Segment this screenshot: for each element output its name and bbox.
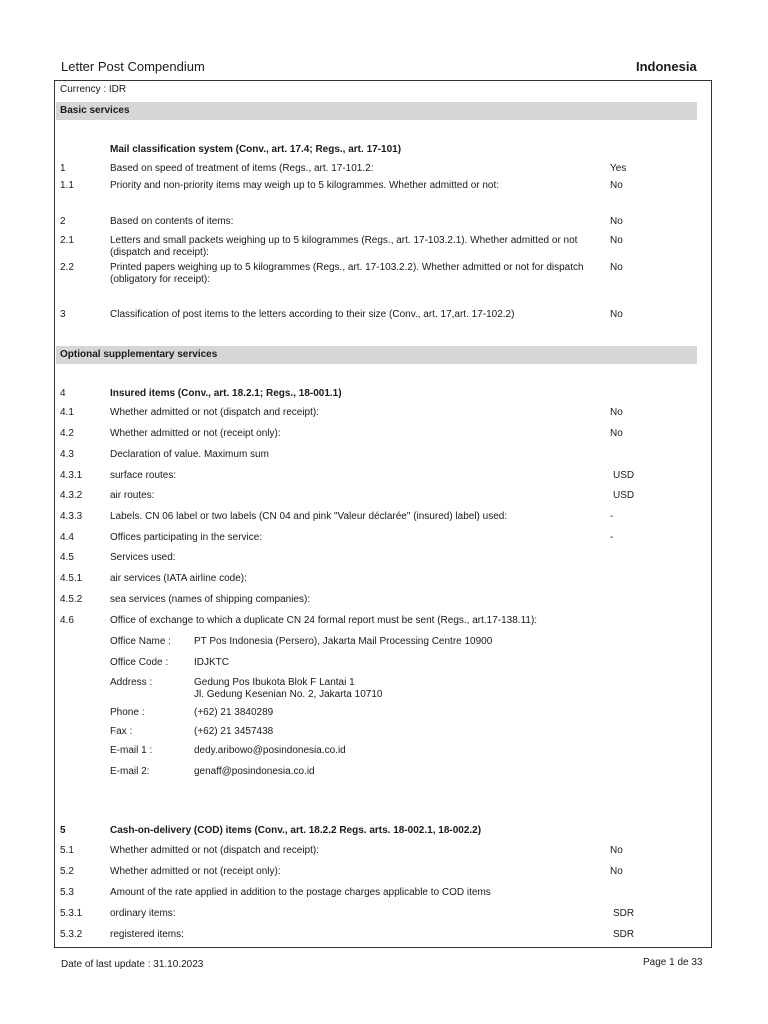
main-row-number: 2.1 xyxy=(60,235,74,246)
main-row-label: Offices participating in the service: xyxy=(110,532,263,543)
main-row-value: USD xyxy=(613,470,635,481)
main-row-label: Declaration of value. Maximum sum xyxy=(110,449,269,460)
cod-row-number: 5.3.2 xyxy=(60,929,83,940)
cod-row-label: Whether admitted or not (dispatch and receipt): xyxy=(110,845,319,856)
currency-label: Currency : IDR xyxy=(60,84,127,95)
address-label: Address : xyxy=(110,677,153,688)
cod-row-label: Cash-on-delivery (COD) items (Conv., art. 18.2.2 Regs. arts. 18-002.1, 18-002.2) xyxy=(110,825,482,836)
cod-row-number: 5.2 xyxy=(60,866,74,877)
main-row-label: Based on contents of items: xyxy=(110,216,234,227)
cod-row-label: Amount of the rate applied in addition to the postage charges applicable to COD items xyxy=(110,887,491,898)
main-row-number: 1 xyxy=(60,163,66,174)
address-line-1: Gedung Pos Ibukota Blok F Lantai 1 xyxy=(194,677,355,688)
office-name-value: PT Pos Indonesia (Persero), Jakarta Mail Processing Centre 10900 xyxy=(194,636,493,647)
page-number: Page 1 de 33 xyxy=(643,957,703,968)
last-update: Date of last update : 31.10.2023 xyxy=(61,959,204,970)
main-row-number: 4.5 xyxy=(60,552,74,563)
section-title-optional: Optional supplementary services xyxy=(60,349,218,360)
email-1-label: E-mail 1 : xyxy=(110,745,153,756)
main-row-label: Based on speed of treatment of items (Regs., art. 17-101.2: xyxy=(110,163,374,174)
main-row-value: No xyxy=(610,216,623,227)
main-row-number: 4.6 xyxy=(60,615,74,626)
main-row-number: 4.3.3 xyxy=(60,511,83,522)
main-row-value: - xyxy=(610,511,614,522)
main-row-label: Letters and small packets weighing up to 5 kilogrammes (Regs., art. 17-103.2.1). Whether admitted or not (dispatch and receipt): xyxy=(110,235,578,258)
phone-value: (+62) 21 3840289 xyxy=(194,707,274,718)
main-row-label: Office of exchange to which a duplicate CN 24 formal report must be sent (Regs., art.17-138.11): xyxy=(110,615,538,626)
main-row-number: 4.1 xyxy=(60,407,74,418)
address-line-2: Jl. Gedung Kesenian No. 2, Jakarta 10710 xyxy=(194,689,383,700)
main-row-value: No xyxy=(610,407,623,418)
email-2-label: E-mail 2: xyxy=(110,766,150,777)
main-row-label: Labels. CN 06 label or two labels (CN 04 and pink "Valeur déclarée" (insured) label) used: xyxy=(110,511,508,522)
main-row-value: No xyxy=(610,309,623,320)
main-row-label: Whether admitted or not (receipt only): xyxy=(110,428,281,439)
main-row-value: No xyxy=(610,262,623,273)
cod-row-number: 5.3 xyxy=(60,887,74,898)
main-row-value: No xyxy=(610,180,623,191)
phone-label: Phone : xyxy=(110,707,145,718)
cod-row-number: 5.3.1 xyxy=(60,908,83,919)
cod-row-label: Whether admitted or not (receipt only): xyxy=(110,866,281,877)
main-row-label: Priority and non-priority items may weigh up to 5 kilogrammes. Whether admitted or not: xyxy=(110,180,500,191)
main-row-value: - xyxy=(610,532,614,543)
main-row-value: No xyxy=(610,235,623,246)
section-band-basic xyxy=(56,102,697,120)
main-row-label: Services used: xyxy=(110,552,176,563)
main-row-label: Insured items (Conv., art. 18.2.1; Regs., 18-001.1) xyxy=(110,388,342,399)
main-row-value: No xyxy=(610,428,623,439)
email-1-link[interactable]: dedy.aribowo@posindonesia.co.id xyxy=(194,745,346,756)
main-row-label: sea services (names of shipping companies): xyxy=(110,594,311,605)
main-row-number: 4.5.2 xyxy=(60,594,83,605)
email-2-link[interactable]: genaff@posindonesia.co.id xyxy=(194,766,315,777)
main-row-label: air services (IATA airline code): xyxy=(110,573,247,584)
office-code-value: IDJKTC xyxy=(194,657,229,668)
cod-row-number: 5.1 xyxy=(60,845,74,856)
main-row-number: 2.2 xyxy=(60,262,74,273)
main-row-number: 2 xyxy=(60,216,66,227)
main-row-value: Yes xyxy=(610,163,627,174)
office-name-label: Office Name : xyxy=(110,636,171,647)
cod-row-number: 5 xyxy=(60,825,66,836)
cod-row-value: SDR xyxy=(613,929,635,940)
main-row-value: USD xyxy=(613,490,635,501)
main-row-number: 4.4 xyxy=(60,532,74,543)
main-row-label: Printed papers weighing up to 5 kilogrammes (Regs., art. 17-103.2.2). Whether admitted or not for dispatch (obligatory for receipt): xyxy=(110,262,584,285)
fax-value: (+62) 21 3457438 xyxy=(194,726,274,737)
section-title-basic: Basic services xyxy=(60,105,130,116)
main-row-number: 4.3 xyxy=(60,449,74,460)
cod-row-label: ordinary items: xyxy=(110,908,176,919)
document-title: Letter Post Compendium xyxy=(61,59,205,74)
main-row-number: 4 xyxy=(60,388,66,399)
cod-row-label: registered items: xyxy=(110,929,184,940)
main-row-number: 4.3.2 xyxy=(60,490,83,501)
office-code-label: Office Code : xyxy=(110,657,169,668)
main-row-label: air routes: xyxy=(110,490,155,501)
main-row-label: surface routes: xyxy=(110,470,177,481)
main-row-label: Mail classification system (Conv., art. 17.4; Regs., art. 17-101) xyxy=(110,144,402,155)
main-row-number: 1.1 xyxy=(60,180,74,191)
country-name: Indonesia xyxy=(636,59,697,74)
cod-row-value: SDR xyxy=(613,908,635,919)
main-row-number: 4.3.1 xyxy=(60,470,83,481)
main-row-label: Whether admitted or not (dispatch and receipt): xyxy=(110,407,319,418)
main-row-label: Classification of post items to the letters according to their size (Conv., art. 17,art. 17-102.2) xyxy=(110,309,515,320)
fax-label: Fax : xyxy=(110,726,133,737)
main-row-number: 3 xyxy=(60,309,66,320)
main-row-number: 4.2 xyxy=(60,428,74,439)
cod-row-value: No xyxy=(610,866,623,877)
cod-row-value: No xyxy=(610,845,623,856)
main-row-number: 4.5.1 xyxy=(60,573,83,584)
